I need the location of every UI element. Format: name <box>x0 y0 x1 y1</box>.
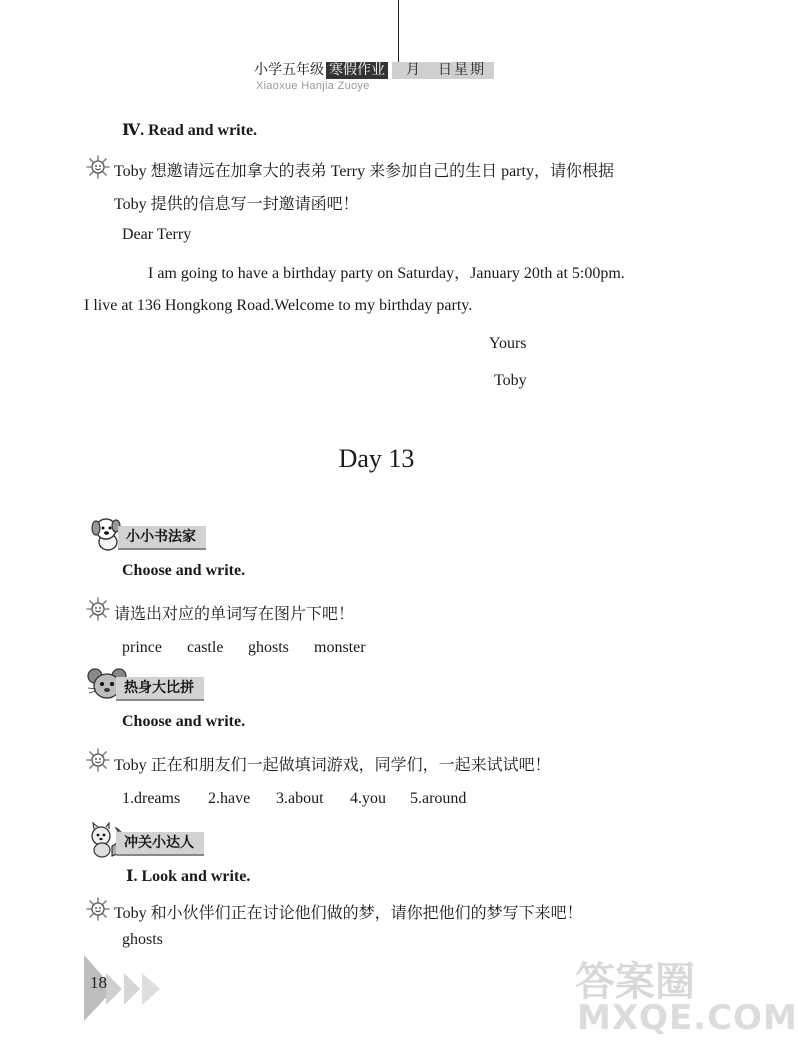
day-title: Day 13 <box>338 444 415 473</box>
challenge-badge-label: 冲关小达人 <box>116 832 204 856</box>
calligraphy-heading: Choose and write. <box>122 562 246 579</box>
header-title <box>254 62 494 79</box>
letter-closing: Yours <box>489 335 527 352</box>
word-option: prince <box>122 639 162 656</box>
section4-heading: Ⅳ. Read and write. <box>122 122 258 139</box>
sun-bullet-icon <box>86 897 110 921</box>
fill-option: 5.around <box>410 790 467 807</box>
header-grade: 小学五年级 <box>254 63 324 78</box>
word-option: castle <box>187 639 224 656</box>
letter-line1: I am going to have a birthday party on Saturday，January 20th at 5:00pm. <box>148 265 625 282</box>
fill-option: 1.dreams <box>122 790 181 807</box>
header-date-fields: 月 日星期 <box>392 62 494 79</box>
letter-line2: I live at 136 Hongkong Road.Welcome to my birthday party. <box>84 297 473 314</box>
fill-option: 2.have <box>208 790 251 807</box>
header-pinyin: Xiaoxue Hanjia Zuoye <box>256 80 370 92</box>
warmup-badge-label: 热身大比拼 <box>116 677 204 701</box>
sun-bullet-icon <box>86 748 110 772</box>
header-homework: 寒假作业 <box>326 62 388 79</box>
challenge-instruction: Toby 和小伙伴们正在讨论他们做的梦，请你把他们的梦写下来吧！ <box>114 905 583 922</box>
calligraphy-instruction: 请选出对应的单词写在图片下吧！ <box>114 606 355 623</box>
fill-option: 4.you <box>350 790 386 807</box>
watermark-url: MXQE.COM <box>577 998 798 1038</box>
warmup-badge <box>86 677 242 699</box>
warmup-instruction: Toby 正在和朋友们一起做填词游戏，同学们，一起来试试吧！ <box>114 757 551 774</box>
header-divider <box>398 0 399 64</box>
challenge-answer: ghosts <box>122 931 163 948</box>
challenge-badge <box>86 832 228 854</box>
sun-bullet-icon <box>86 155 110 179</box>
fill-option: 3.about <box>276 790 324 807</box>
letter-signature: Toby <box>494 372 527 389</box>
word-option: ghosts <box>248 639 289 656</box>
letter-greeting: Dear Terry <box>122 226 192 243</box>
sun-bullet-icon <box>86 597 110 621</box>
calligraphy-badge <box>88 526 238 548</box>
warmup-heading: Choose and write. <box>122 713 246 730</box>
page-number: 18 <box>90 973 107 992</box>
watermark-logo: 答案圈 <box>575 959 695 1005</box>
section4-instruction-line1: Toby 想邀请远在加拿大的表弟 Terry 来参加自己的生日 party，请你根据 <box>114 163 614 180</box>
word-option: monster <box>314 639 366 656</box>
calligraphy-badge-label: 小小书法家 <box>118 526 206 550</box>
section4-instruction-line2: Toby 提供的信息写一封邀请函吧！ <box>114 196 359 213</box>
challenge-heading: Ⅰ. Look and write. <box>126 868 251 885</box>
